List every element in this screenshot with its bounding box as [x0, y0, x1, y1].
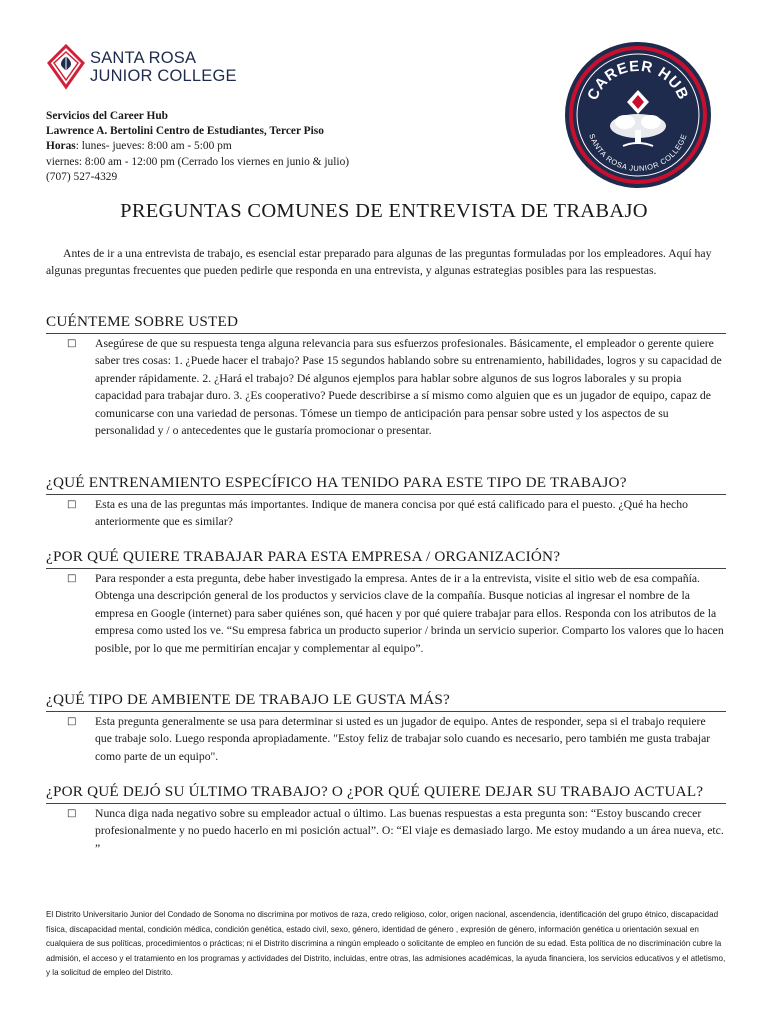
section-heading: ¿POR QUÉ QUIERE TRABAJAR PARA ESTA EMPRESA / ORGANIZACIÓN? [46, 548, 561, 565]
section-text: Para responder a esta pregunta, debe haber investigado la empresa. Antes de ir a la entrevista, visite el sitio web de esa compañía. Obtenga una descripción general de los productos y servicios clave de la compañía. Busque noticias al ingresar el nombre de la empresa en Google (internet) para saber quiénes son, qué hacen y por qué quiere trabajar para ellos. Responda con los atributos de la empresa como usted los ve. “Su empresa fabrica un producto superior / brinda un servicio superior. Comparto los valores que lo hacen posible, por lo que me permitirían encajar y complementar al equipo”. [95, 572, 724, 655]
section-heading: ¿QUÉ ENTRENAMIENTO ESPECÍFICO HA TENIDO PARA ESTE TIPO DE TRABAJO? [46, 474, 627, 491]
contact-hours [46, 139, 349, 154]
list-item [46, 496, 726, 531]
section-text: Esta es una de las preguntas más importantes. Indique de manera concisa por qué está calificado para el puesto. ¿Qué ha hecho anteriormente que es similar? [95, 498, 688, 529]
badge-title: CAREER HUB [584, 57, 692, 103]
section-why-this-company [46, 548, 726, 657]
section-why-leave-job [46, 783, 726, 857]
section-tell-me-about-you [46, 313, 726, 439]
section-text: Nunca diga nada negativo sobre su empleador actual o último. Las buenas respuestas a esta pregunta son: “Estoy buscando crecer profesionalmente y no puedo hacerlo en mi posición actual”. O: “El viaje es demasiado largo. Me estoy mudando a un área nueva, etc. ” [95, 807, 724, 855]
section-text: Esta pregunta generalmente se usa para determinar si usted es un jugador de equipo. Antes de responder, sepa si el trabajo requiere que trabaje solo. Luego responda apropiadamente. "Estoy feliz de trabajar solo cuando es necesario, pero también me gusta trabajar como parte de un equipo". [95, 715, 711, 763]
logo-line-1: SANTA ROSA [90, 49, 197, 67]
section-heading: ¿POR QUÉ DEJÓ SU ÚLTIMO TRABAJO? O ¿POR QUÉ QUIERE DEJAR SU TRABAJO ACTUAL? [46, 783, 704, 800]
checkbox-bullet-icon: □ [67, 716, 77, 727]
list-item [46, 570, 726, 657]
page-title: PREGUNTAS COMUNES DE ENTREVISTA DE TRABAJO [120, 200, 648, 222]
contact-info [46, 109, 349, 185]
hours-label: Horas [46, 140, 76, 153]
checkbox-bullet-icon: □ [67, 499, 77, 510]
section-heading: ¿QUÉ TIPO DE AMBIENTE DE TRABAJO LE GUSTA MÁS? [46, 691, 450, 708]
section-divider [46, 333, 726, 334]
list-item [46, 335, 726, 439]
section-divider [46, 568, 726, 569]
contact-line-1: Servicios del Career Hub [46, 110, 169, 122]
checkbox-bullet-icon: □ [67, 573, 77, 584]
contact-line-2: Lawrence A. Bertolini Centro de Estudiantes, Tercer Piso [46, 125, 324, 138]
list-item [46, 805, 726, 857]
logo-line-2: JUNIOR COLLEGE [90, 67, 237, 85]
checkbox-bullet-icon: □ [67, 338, 77, 349]
section-specific-training [46, 474, 726, 531]
section-divider [46, 711, 726, 712]
career-hub-badge [563, 40, 713, 190]
section-divider [46, 494, 726, 495]
college-shield-icon [46, 44, 86, 90]
list-item [46, 713, 726, 765]
hours-value: : lunes- jueves: 8:00 am - 5:00 pm [75, 140, 232, 153]
checkbox-bullet-icon: □ [67, 808, 77, 819]
section-heading: CUÉNTEME SOBRE USTED [46, 313, 239, 330]
section-divider [46, 803, 726, 804]
non-discrimination-footer: El Distrito Universitario Junior del Condado de Sonoma no discrimina por motivos de raza, credo religioso, color, origen nacional, ascendencia, identificación del grupo étnico, discapacidad física, discapacidad mental, condición médica, condición genética, estado civil, sexo, género, identidad de género , expresión de género, información genética u orientación sexual en cualquiera de sus políticas, procedimientos o prácticas; ni el Distrito discrimina a ningún empleado o solicitante de empleo en función de su edad. Esta política de no discriminación cubre la admisión, el acceso y el tratamiento en los programas y actividades del Distrito, incluidas, entre otras, las admisiones académicas, la ayuda financiera, los servicios educativos y el atletismo, y la solicitud de empleo del Distrito. [46, 910, 726, 977]
college-logo [46, 44, 237, 90]
badge-subtitle: SANTA ROSA JUNIOR COLLEGE [587, 132, 689, 174]
contact-phone: (707) 527-4329 [46, 170, 118, 183]
section-text: Asegúrese de que su respuesta tenga alguna relevancia para sus esfuerzos profesionales. Básicamente, el empleador o gerente quiere saber tres cosas: 1. ¿Puede hacer el trabajo? Pase 15 segundos hablando sobre su entrenamiento, habilidades, logros y su capacidad de aprender rápidamente. 2. ¿Hará el trabajo? Dé algunos ejemplos para hablar sobre algunos de sus logros laborales y su propia capacidad para trabajar duro. 3. ¿Es cooperativo? Puede describirse a sí mismo como alguien que es un jugador de equipo, capaz de comunicarse con una variedad de personas. Tómese un tiempo de anticipación para pensar sobre usted y los aspectos de su personalidad y / o antecedentes que le gustaría promocionar o presentar. [95, 337, 722, 438]
intro-paragraph: Antes de ir a una entrevista de trabajo, es esencial estar preparado para algunas de las preguntas formuladas por los empleadores. Aquí hay algunas preguntas frecuentes que pueden pedirle que responda en una entrevista, y algunas estrategias posibles para las respuestas. [46, 247, 712, 278]
contact-line-4: viernes: 8:00 am - 12:00 pm (Cerrado los viernes en junio & julio) [46, 155, 350, 168]
section-work-environment [46, 691, 726, 765]
